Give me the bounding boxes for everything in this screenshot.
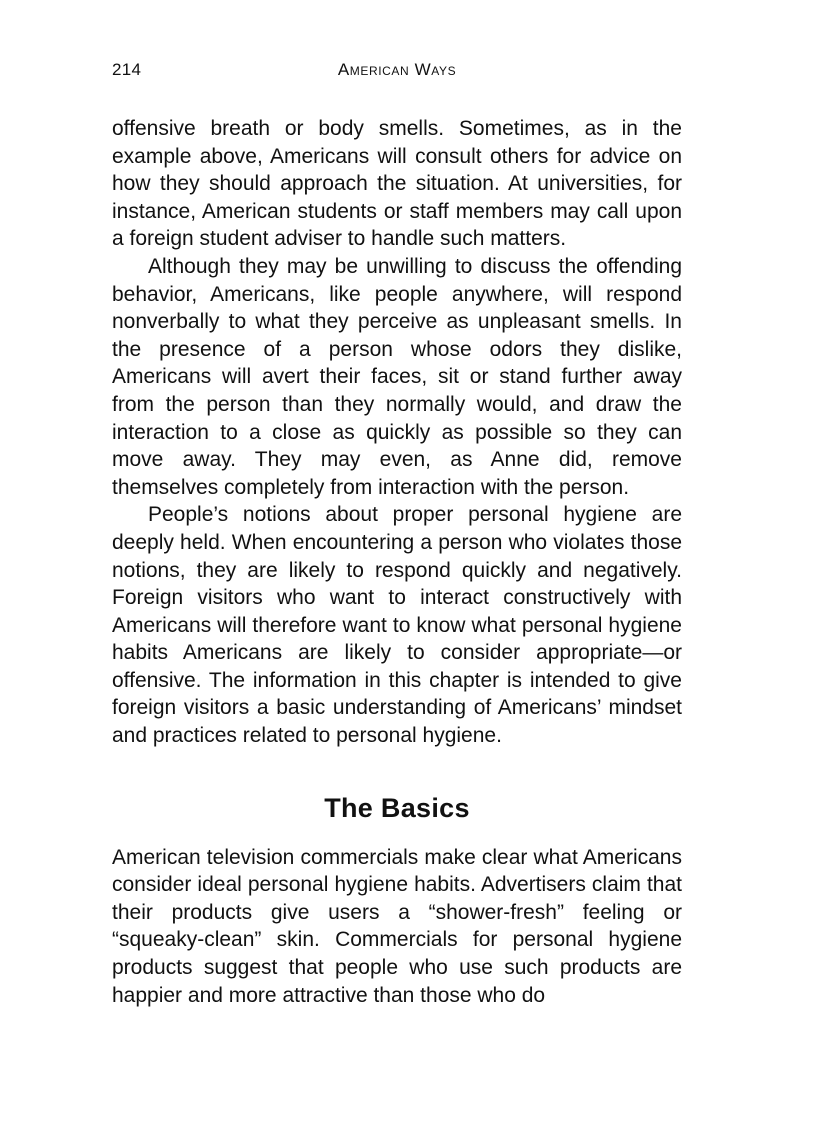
section-heading: The Basics <box>324 792 470 823</box>
paragraph-1: offensive breath or body smells. Sometimes, as in the example above, Americans will consult others for advice on how they should approach the situation. At universities, for instance, American students or staff members may call upon a foreign student adviser to handle such matters. <box>112 117 682 251</box>
running-title: American Ways <box>337 60 457 79</box>
paragraph-2: Although they may be unwilling to discuss the offending behavior, Americans, like people anywhere, will respond nonverbally to what they perceive as unpleasant smells. In the presence of a person whose odors they dislike, Americans will avert their faces, sit or stand further away from the person than they normally would, and draw the interaction to a close as quickly as possible so they can move away. They may even, as Anne did, remove themselves completely from interaction with the person. <box>112 254 682 499</box>
body-text <box>112 115 682 1009</box>
paragraph-4: American television commercials make clear what Americans consider ideal personal hygiene habits. Advertisers claim that their products give users a “shower-fresh” feeling or “squeaky-clean” skin. Commercials for personal hygiene products suggest that people who use such products are happier and more attractive than those who do <box>112 845 682 1007</box>
running-header <box>112 60 682 86</box>
page-number: 214 <box>112 60 142 79</box>
paragraph-3: People’s notions about proper personal hygiene are deeply held. When encountering a person who violates those notions, they are likely to respond quickly and negatively. Foreign visitors who want to interact constructively with Americans will therefore want to know what personal hygiene habits Americans are likely to consider appropriate—or offensive. The information in this chapter is intended to give foreign visitors a basic understanding of Americans’ mindset and practices related to personal hygiene. <box>112 503 682 748</box>
